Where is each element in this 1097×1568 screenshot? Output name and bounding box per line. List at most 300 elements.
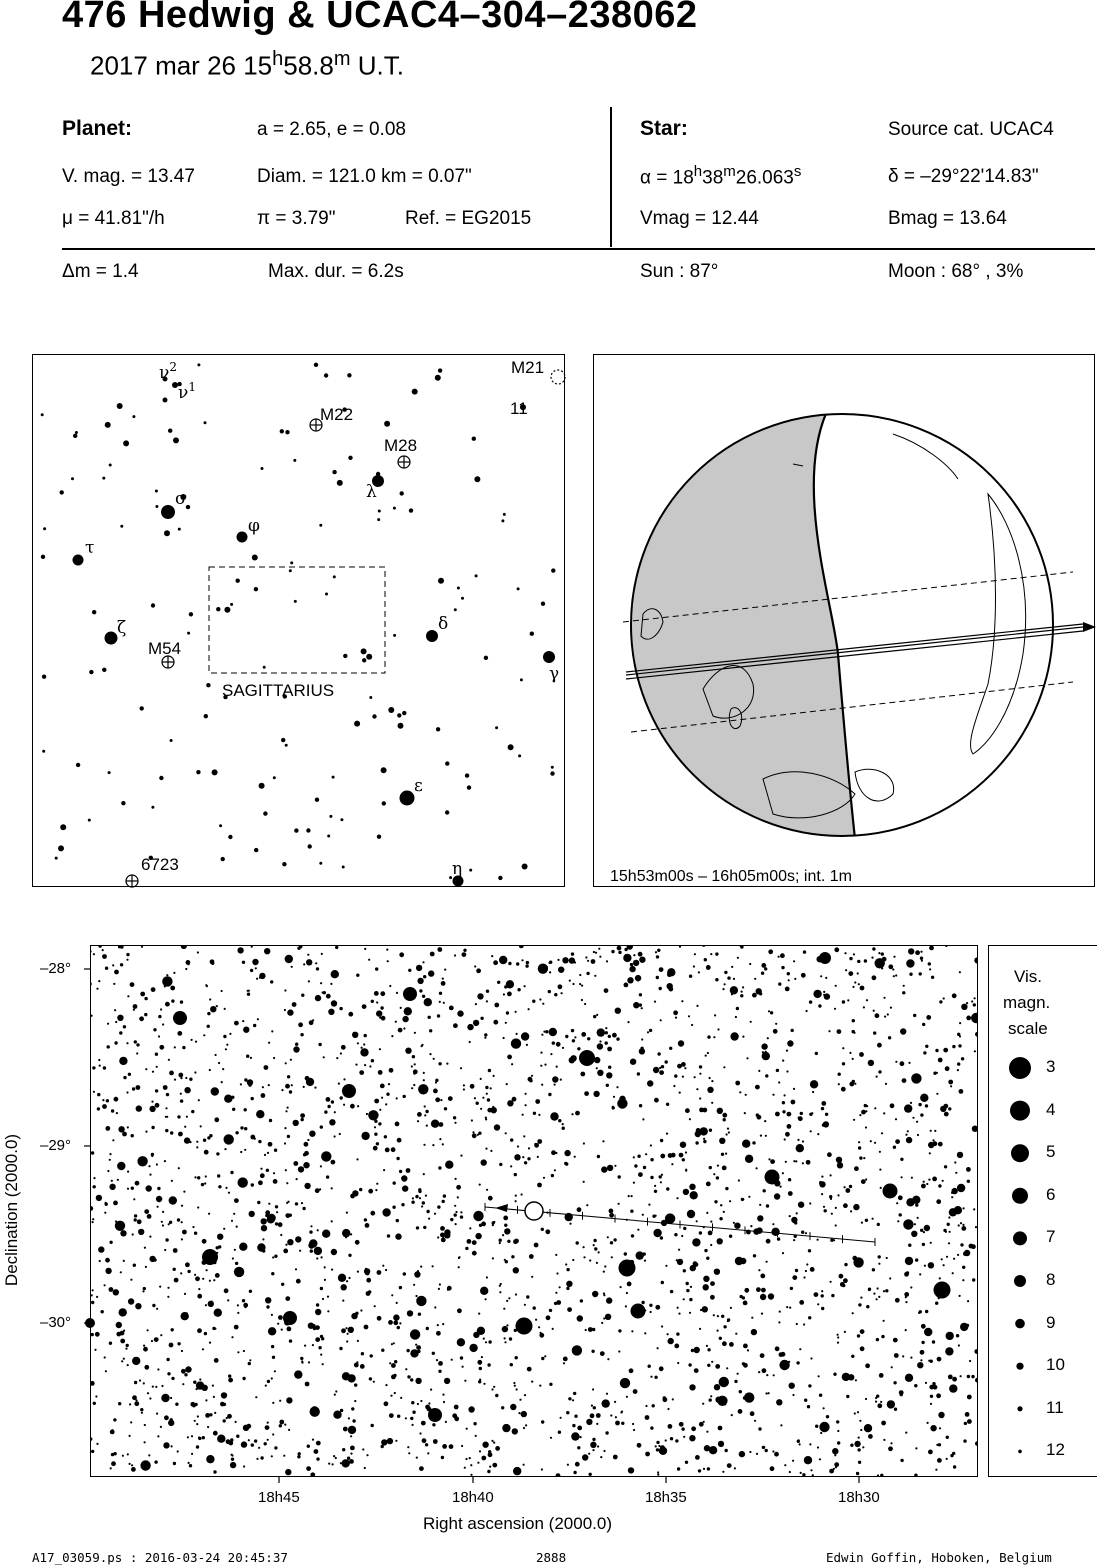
- field-star: [719, 1337, 722, 1340]
- field-star: [660, 1019, 662, 1021]
- finder-star: [290, 561, 293, 564]
- field-star: [770, 1011, 773, 1014]
- field-star: [213, 1396, 215, 1398]
- field-star: [381, 1349, 384, 1352]
- alpha-m: m: [723, 163, 736, 180]
- finder-star: [377, 835, 381, 839]
- field-star: [410, 1417, 413, 1420]
- field-star: [743, 1301, 748, 1306]
- field-star: [361, 1132, 369, 1140]
- field-star: [155, 1053, 158, 1056]
- field-star: [234, 1249, 236, 1251]
- field-star: [260, 1456, 263, 1459]
- field-star: [403, 1027, 405, 1029]
- field-star: [835, 1224, 837, 1226]
- field-star: [301, 1202, 303, 1204]
- field-star: [711, 1080, 713, 1082]
- field-star: [194, 1274, 196, 1276]
- field-star: [387, 960, 389, 962]
- field-star: [348, 1327, 354, 1333]
- field-star: [445, 1421, 447, 1423]
- field-star: [453, 1023, 458, 1028]
- field-star: [284, 989, 286, 991]
- field-rectangle: [209, 567, 385, 673]
- field-star: [234, 1267, 244, 1277]
- field-star: [919, 1273, 921, 1275]
- field-star: [873, 1293, 875, 1295]
- field-star: [479, 1450, 481, 1452]
- field-star: [109, 1184, 115, 1190]
- field-star: [192, 1404, 195, 1407]
- field-star: [674, 1344, 679, 1349]
- field-star: [221, 1081, 223, 1083]
- field-star: [318, 1043, 321, 1046]
- field-star: [928, 1450, 933, 1455]
- field-star: [156, 1196, 162, 1202]
- page-title: 476 Hedwig & UCAC4–304–238062: [62, 0, 698, 36]
- field-star: [821, 1176, 823, 1178]
- field-star: [211, 962, 214, 965]
- field-star: [566, 1268, 569, 1271]
- field-star: [577, 1446, 580, 1449]
- field-star: [974, 1349, 979, 1354]
- field-star: [741, 991, 743, 993]
- field-star: [111, 1461, 116, 1466]
- field-star: [241, 1441, 247, 1447]
- field-star: [681, 1000, 683, 1002]
- field-star: [787, 972, 790, 975]
- field-star: [510, 1165, 512, 1167]
- finder-star: [60, 490, 64, 494]
- field-star: [363, 1043, 365, 1045]
- field-star: [531, 1075, 533, 1077]
- field-star: [877, 1043, 882, 1048]
- field-star: [738, 1179, 740, 1181]
- field-star: [859, 1114, 861, 1116]
- field-star: [305, 1382, 310, 1387]
- field-star: [938, 1184, 941, 1187]
- field-star: [271, 1272, 274, 1275]
- finder-star: [294, 828, 298, 832]
- finder-star: [550, 771, 554, 775]
- field-star: [191, 1453, 193, 1455]
- field-star: [620, 1378, 630, 1388]
- field-star: [430, 1389, 432, 1391]
- field-star: [117, 1015, 123, 1021]
- field-star: [451, 1359, 453, 1361]
- field-star: [805, 1270, 807, 1272]
- field-star: [298, 1022, 303, 1027]
- field-star: [356, 1361, 358, 1363]
- field-star: [668, 987, 673, 992]
- field-star: [943, 997, 945, 999]
- field-star: [895, 1139, 900, 1144]
- field-star: [857, 1448, 860, 1451]
- field-star: [123, 1025, 126, 1028]
- field-star: [763, 1189, 766, 1192]
- field-star: [368, 1189, 373, 1194]
- field-star: [549, 1028, 557, 1036]
- field-star: [966, 1002, 968, 1004]
- field-star: [224, 1288, 229, 1293]
- field-star: [480, 1287, 488, 1295]
- field-star: [181, 1350, 183, 1352]
- field-star: [156, 1066, 158, 1068]
- field-star: [588, 1327, 593, 1332]
- field-star: [511, 1255, 514, 1258]
- field-star: [423, 1226, 426, 1229]
- field-star: [563, 1362, 565, 1364]
- field-star: [891, 1366, 893, 1368]
- field-star: [226, 1044, 228, 1046]
- field-star: [762, 1051, 764, 1053]
- field-star: [581, 985, 583, 987]
- field-star: [438, 1288, 440, 1290]
- field-star: [99, 1065, 101, 1067]
- field-star: [146, 1185, 152, 1191]
- field-star: [679, 1153, 684, 1158]
- field-star: [709, 1077, 711, 1079]
- field-star: [368, 1110, 378, 1120]
- field-star: [426, 1125, 428, 1127]
- legend-label: 9: [1046, 1313, 1056, 1332]
- field-star: [458, 1257, 460, 1259]
- field-star: [362, 1004, 367, 1009]
- field-star: [649, 1029, 652, 1032]
- field-star: [314, 1449, 319, 1454]
- field-star: [504, 985, 507, 988]
- field-star: [823, 1206, 825, 1208]
- field-star: [618, 1329, 621, 1332]
- field-star: [96, 1296, 98, 1298]
- field-star: [698, 971, 700, 973]
- field-star: [488, 1340, 491, 1343]
- field-star: [170, 986, 175, 991]
- field-star: [661, 1281, 664, 1284]
- field-star: [109, 1153, 111, 1155]
- field-star: [801, 973, 806, 978]
- field-star: [437, 1324, 439, 1326]
- field-star: [255, 1396, 257, 1398]
- field-star: [510, 1363, 513, 1366]
- field-star: [284, 1127, 286, 1129]
- field-star: [868, 1060, 874, 1066]
- field-star: [105, 1203, 108, 1206]
- field-star: [596, 1413, 601, 1418]
- field-star: [946, 1458, 948, 1460]
- field-star: [796, 1212, 798, 1214]
- finder-star: [457, 587, 460, 590]
- field-star: [109, 1342, 112, 1345]
- field-star: [778, 1081, 780, 1083]
- field-star: [790, 1287, 793, 1290]
- field-star: [709, 1166, 712, 1169]
- field-star: [694, 1347, 700, 1353]
- field-star: [782, 1060, 784, 1062]
- field-star: [871, 957, 873, 959]
- field-star: [453, 1116, 456, 1119]
- field-star: [161, 1221, 163, 1223]
- field-star: [155, 1089, 158, 1092]
- field-star: [670, 1437, 673, 1440]
- field-star: [373, 1381, 375, 1383]
- field-star: [385, 1148, 390, 1153]
- field-star: [958, 1044, 961, 1047]
- field-star: [171, 1377, 174, 1380]
- field-star: [399, 952, 404, 957]
- field-star: [864, 959, 867, 962]
- field-star: [231, 1458, 234, 1461]
- field-star: [343, 1078, 345, 1080]
- field-star: [798, 1439, 800, 1441]
- field-star: [905, 1374, 913, 1382]
- field-star: [428, 970, 434, 976]
- field-star: [810, 1130, 812, 1132]
- field-star: [289, 1339, 292, 1342]
- delta-magnitude: Δm = 1.4: [62, 261, 139, 282]
- footer-author: Edwin Goffin, Hoboken, Belgium: [826, 1550, 1052, 1565]
- field-star: [817, 1303, 819, 1305]
- label-gamma: γ: [549, 664, 560, 684]
- field-star: [424, 1105, 426, 1107]
- field-star: [900, 1061, 905, 1066]
- field-star: [890, 1007, 892, 1009]
- field-star: [258, 1140, 261, 1143]
- field-star: [320, 982, 322, 984]
- field-star: [306, 959, 312, 965]
- field-star: [310, 1472, 315, 1477]
- field-star: [572, 1259, 574, 1261]
- field-star: [797, 1139, 799, 1141]
- field-star: [883, 1290, 885, 1292]
- field-star: [242, 1020, 244, 1022]
- field-star: [154, 1337, 159, 1342]
- field-star: [917, 1217, 919, 1219]
- field-star: [602, 1140, 604, 1142]
- field-star: [757, 1115, 762, 1120]
- field-star: [849, 957, 852, 960]
- field-star: [962, 1224, 964, 1226]
- field-star: [348, 1254, 351, 1257]
- field-star: [572, 983, 574, 985]
- field-star: [758, 1371, 760, 1373]
- finder-star: [398, 723, 404, 729]
- finder-star: [445, 810, 449, 814]
- field-star: [842, 1284, 845, 1287]
- field-star: [375, 967, 378, 970]
- field-star: [339, 1347, 342, 1350]
- field-star: [181, 1312, 189, 1320]
- field-star: [178, 1073, 183, 1078]
- field-star: [957, 1184, 965, 1192]
- field-star: [247, 990, 249, 992]
- field-star: [537, 1139, 542, 1144]
- field-star: [637, 1443, 642, 1448]
- field-star: [249, 1359, 251, 1361]
- field-star: [480, 1017, 483, 1020]
- field-star: [893, 975, 895, 977]
- field-star: [789, 1215, 791, 1217]
- field-star: [920, 951, 922, 953]
- field-star: [120, 945, 123, 948]
- field-star: [743, 1344, 748, 1349]
- field-star: [354, 1363, 359, 1368]
- field-star: [256, 1458, 258, 1460]
- field-star: [497, 981, 500, 984]
- field-star: [205, 1413, 210, 1418]
- field-star: [756, 1287, 761, 1292]
- field-star: [656, 955, 659, 958]
- field-star: [240, 1083, 242, 1085]
- field-star: [824, 1209, 827, 1212]
- field-star: [565, 1263, 567, 1265]
- field-star: [188, 1462, 190, 1464]
- field-star: [594, 1247, 597, 1250]
- field-star: [789, 1383, 795, 1389]
- field-star: [415, 1378, 421, 1384]
- field-star: [395, 1233, 401, 1239]
- finder-star: [306, 828, 310, 832]
- field-star: [969, 1360, 971, 1362]
- field-star: [506, 1300, 508, 1302]
- field-star: [356, 1158, 358, 1160]
- field-star: [479, 1367, 482, 1370]
- finder-star: [436, 727, 440, 731]
- legend-dot: [1018, 1450, 1022, 1454]
- field-star: [422, 995, 425, 998]
- field-star: [513, 1239, 518, 1244]
- field-star: [428, 1402, 430, 1404]
- field-star: [876, 1395, 879, 1398]
- field-star: [645, 1405, 647, 1407]
- field-star: [214, 1117, 219, 1122]
- field-star: [620, 1286, 622, 1288]
- field-star: [218, 1185, 221, 1188]
- field-star: [813, 990, 821, 998]
- field-star: [113, 983, 115, 985]
- field-star: [526, 961, 529, 964]
- finder-star: [189, 612, 193, 616]
- field-star: [639, 957, 645, 963]
- field-star: [415, 1295, 417, 1297]
- field-star: [921, 1184, 926, 1189]
- field-star: [641, 1038, 643, 1040]
- field-star: [116, 1322, 122, 1328]
- field-star: [717, 1330, 719, 1332]
- field-star: [268, 1203, 270, 1205]
- field-star: [331, 1000, 337, 1006]
- field-star: [612, 1106, 615, 1109]
- field-star: [137, 1219, 142, 1224]
- field-star: [422, 1438, 427, 1443]
- field-star: [623, 954, 631, 962]
- field-star: [257, 1201, 260, 1204]
- field-star: [673, 1010, 678, 1015]
- field-star: [356, 974, 359, 977]
- field-star: [583, 1246, 585, 1248]
- field-star: [667, 968, 675, 976]
- field-star: [778, 1321, 780, 1323]
- field-star: [271, 1314, 273, 1316]
- field-star: [552, 1328, 554, 1330]
- field-star: [270, 980, 273, 983]
- field-star: [141, 1412, 143, 1414]
- field-star: [370, 1211, 375, 1216]
- field-star: [892, 968, 894, 970]
- field-star: [817, 1133, 819, 1135]
- field-star: [771, 1228, 779, 1236]
- field-star: [538, 1114, 540, 1116]
- field-star: [917, 1134, 919, 1136]
- field-star: [266, 1305, 269, 1308]
- field-star: [408, 969, 411, 972]
- finder-star: [518, 754, 521, 757]
- field-star: [679, 1422, 684, 1427]
- field-star: [345, 1236, 347, 1238]
- field-star: [543, 1031, 545, 1033]
- field-star: [331, 1249, 337, 1255]
- field-star: [930, 1403, 932, 1405]
- star-chart: [90, 945, 978, 1477]
- field-star: [129, 1463, 131, 1465]
- field-star: [280, 1234, 282, 1236]
- field-star: [412, 1424, 414, 1426]
- field-star: [210, 1006, 216, 1012]
- field-star: [513, 1267, 519, 1273]
- field-star: [793, 1160, 795, 1162]
- field-star: [94, 1349, 96, 1351]
- field-star: [857, 1411, 859, 1413]
- field-star: [440, 1099, 442, 1101]
- field-star: [268, 1084, 270, 1086]
- field-star: [295, 1043, 298, 1046]
- field-star: [727, 976, 730, 979]
- field-star: [180, 1093, 182, 1095]
- field-star: [429, 1053, 431, 1055]
- field-star: [106, 1099, 109, 1102]
- field-star: [628, 1467, 634, 1473]
- field-star: [809, 1113, 812, 1116]
- field-star: [211, 1087, 219, 1095]
- field-star: [460, 1211, 462, 1213]
- field-star: [267, 1215, 275, 1223]
- field-star: [399, 1322, 401, 1324]
- field-star: [582, 1454, 588, 1460]
- field-star: [572, 1424, 575, 1427]
- field-star: [197, 1206, 199, 1208]
- field-star: [334, 1135, 336, 1137]
- field-star: [99, 1260, 101, 1262]
- field-star: [866, 1105, 868, 1107]
- field-star: [350, 1435, 352, 1437]
- field-star: [528, 1147, 530, 1149]
- field-star: [654, 1098, 659, 1103]
- field-star: [944, 1165, 947, 1168]
- field-star: [448, 1096, 453, 1101]
- field-star: [293, 1046, 299, 1052]
- field-star: [419, 1466, 424, 1471]
- field-star: [791, 1100, 796, 1105]
- finder-star: [332, 776, 335, 779]
- field-star: [861, 1222, 863, 1224]
- field-star: [665, 1265, 667, 1267]
- field-star: [229, 1033, 231, 1035]
- field-star: [430, 952, 435, 957]
- field-star: [107, 1045, 110, 1048]
- field-star: [939, 1427, 941, 1429]
- field-star: [381, 1439, 387, 1445]
- field-star: [806, 1263, 808, 1265]
